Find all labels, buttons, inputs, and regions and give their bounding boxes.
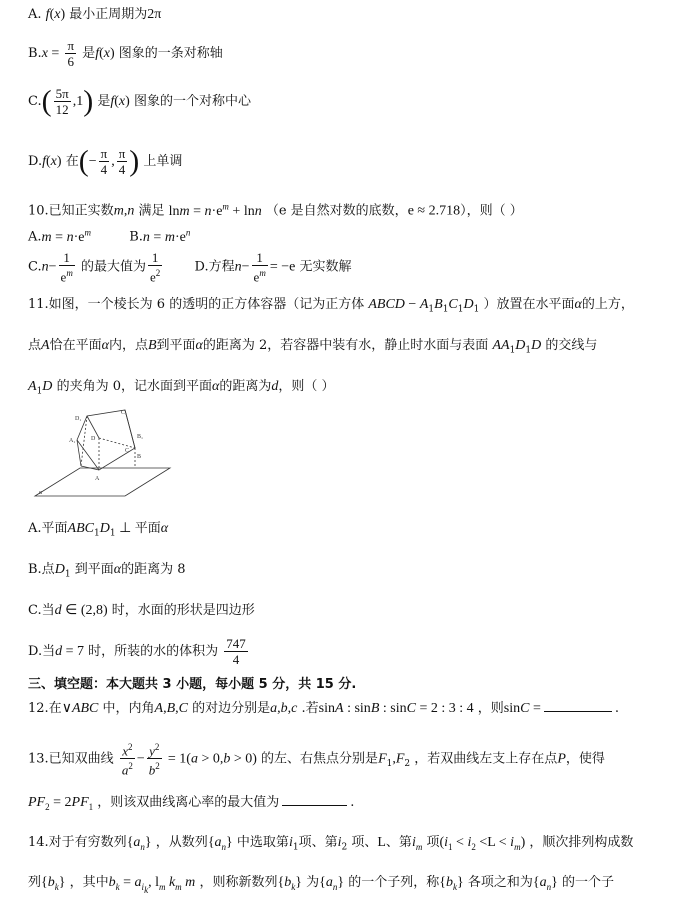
label-alpha: α xyxy=(39,490,43,496)
q14-line2: 列$\{b_k\}$ ，其中$b_k = a_{i_k}$, $l_m$ $k_m$ m ，则称新数列$\{b_k\}$ 为$\{a_n\}$ 的一个子列，称$\{b_k\}$ 各项之和为$\{a_n\}$ 的一个子 xyxy=(28,875,614,895)
q10-options-ab: $A.m = n\cdot e^m$ $B.n = m\cdot e^n$ xyxy=(28,227,191,245)
q11-option-d: D.当d = 7 时，所装的水的体积为 $\frac{747}{4}$ xyxy=(28,636,246,667)
q9-option-d: D.f(x) 在(− $\frac{\pi}{4}$ , $\frac{\pi}{4}$ ) 上单调 xyxy=(28,144,183,178)
section-header: 三、填空题：本大题共 3 小题，每小题 5 分，共 15 分. xyxy=(28,677,357,692)
q14-line1: 14.对于有穷数列$\{a_n\}$ ，从数列$\{a_n\}$ 中选取第$i_1$项、第$i_2$ 项、L、第$i_m$ 项$(i_1 < i_2 <L < i_m)$ ，顺次排列构成数 xyxy=(28,835,634,853)
q9-option-b: B.x = $\frac{\pi}{6}$ 是f(x) 图象的一条对称轴 xyxy=(28,38,223,69)
label-a: A xyxy=(95,476,100,482)
q10-stem: 10.已知正实数m,n 满足 $\ln m = n\cdot e^m + \ln n$ （e 是自然对数的底数，e ≈ 2.718），则（ ） xyxy=(28,201,523,219)
q13-line1: 13.已知双曲线 $\frac{x^2}{a^2}$ − $\frac{y^2}{b^2}$ = 1(a > 0,b > 0) 的左、右焦点分别是$F_1,F_2$ ，若双曲线左支上存在点P，使得 xyxy=(28,742,605,778)
label-d: D xyxy=(91,436,96,442)
q11-option-c: C.当d ∈ (2,8) 时，水面的形状是四边形 xyxy=(28,603,255,618)
label-c1: C₁ xyxy=(121,410,128,416)
q10-options-cd: C.n− $\frac{1}{e^m}$ 的最大值为 $\frac{1}{e^2}$ D.方程n− $\frac{1}{e^m}$ = −e 无实数解 xyxy=(28,250,352,285)
q11-stem-line1: 11.如图，一个棱长为 6 的透明的正方体容器（记为正方体 ABCD − $A_1B_1C_1D_1$ ）放置在水平面α的上方， xyxy=(28,297,634,315)
cube-outline xyxy=(77,410,135,470)
q11-stem-line3: $A_1D$ 的夹角为 0，记水面到平面α的距离为d，则（ ） xyxy=(28,379,335,397)
q11-option-b: B.点$D_1$ 到平面α的距离为 8 xyxy=(28,562,186,580)
q12: 12.在∨ABC 中，内角A,B,C 的对边分别是a,b,c .若sinA : sinB : sinC = 2 : 3 : 4 ，则sinC = . xyxy=(28,701,620,716)
q9-option-c: C.( $\frac{5\pi}{12}$ ,1) 是f(x) 图象的一个对称中心 xyxy=(28,84,251,118)
label-c: C xyxy=(125,448,130,454)
label-b: B xyxy=(137,454,142,460)
label-d1: D₁ xyxy=(75,416,82,422)
cube-on-plane-figure xyxy=(25,408,175,503)
label-a1: A₁ xyxy=(69,438,76,444)
q13-line2: $PF_2 = 2PF_1$ ，则该双曲线离心率的最大值为 . xyxy=(28,795,355,812)
q11-stem-line2: 点A恰在平面α内，点B到平面α的距离为 2，若容器中装有水，静止时水面与表面 $AA_1D_1D$ 的交线与 xyxy=(28,338,598,356)
q9-option-a: A. f(x) 最小正周期为2π xyxy=(28,7,162,22)
q11-option-a: A.平面$ABC_1D_1$ ⊥ 平面α xyxy=(28,521,169,539)
plane-alpha xyxy=(35,468,170,496)
label-b1: B₁ xyxy=(137,434,144,440)
